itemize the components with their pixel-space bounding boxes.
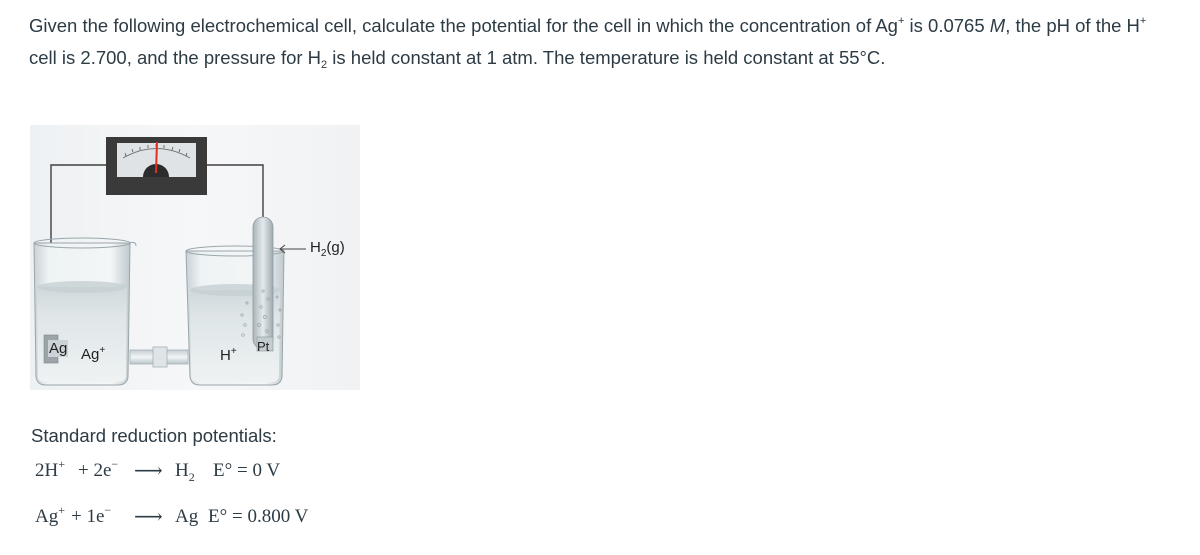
question-part: cell is 2.700, and the pressure for H — [29, 47, 322, 68]
subscript: 2 — [321, 59, 328, 71]
question-part: is held constant at 1 atm. The temperature is held constant at 55°C. — [327, 47, 886, 68]
label-pt — [257, 339, 269, 354]
reactant-text: Ag — [35, 506, 59, 527]
voltmeter — [106, 137, 207, 195]
reactant — [35, 503, 66, 528]
superscript: + — [230, 346, 237, 357]
product-text: Ag — [175, 506, 199, 527]
superscript: − — [104, 503, 112, 517]
label-h2-text: H — [310, 239, 321, 256]
electrons — [78, 457, 119, 482]
e0-value: = 0 V — [237, 460, 281, 481]
superscript: + — [58, 457, 66, 471]
reactant-text: 2H — [35, 460, 59, 481]
label-h2-state: (g) — [326, 239, 345, 256]
label-h2-gas — [310, 239, 345, 259]
e0-label: E° — [208, 506, 228, 527]
reaction-arrow: ⟶ — [134, 506, 163, 528]
electrons-text: + 2e — [78, 460, 112, 481]
molarity-unit: M — [989, 15, 1006, 36]
reaction-arrow: ⟶ — [134, 460, 163, 482]
label-ag-ion-text: Ag — [81, 346, 100, 363]
superscript: + — [99, 345, 106, 356]
question-part: Given the following electrochemical cell, calculate the potential for the cell in which the concentration of Ag — [29, 15, 898, 36]
superscript: + — [897, 15, 905, 27]
question-text — [29, 10, 1179, 74]
label-ag-text: Ag — [49, 340, 68, 357]
label-pt-text: Pt — [257, 339, 270, 354]
label-h-ion-text: H — [220, 347, 231, 364]
e0-value: = 0.800 V — [232, 506, 309, 527]
electrochemical-cell-figure — [30, 125, 360, 395]
e0-label: E° — [213, 460, 233, 481]
label-ag-ion — [81, 345, 105, 363]
meter-needle — [156, 142, 157, 173]
question-part: , the pH of the H — [1005, 15, 1140, 36]
product-text: H — [175, 460, 189, 481]
question-part: is 0.0765 — [904, 15, 990, 36]
superscript: + — [1139, 15, 1147, 27]
superscript: − — [111, 457, 119, 471]
superscript: + — [58, 503, 66, 517]
subscript: 2 — [320, 248, 327, 259]
salt-bridge — [130, 347, 188, 367]
label-ag — [48, 340, 68, 357]
subscript: 2 — [188, 470, 195, 484]
standard-potentials-title: Standard reduction potentials: — [31, 425, 277, 446]
electrons — [71, 503, 112, 528]
reactant — [35, 457, 66, 482]
electrons-text: + 1e — [71, 506, 105, 527]
label-h-ion — [220, 346, 237, 364]
product — [175, 460, 195, 482]
